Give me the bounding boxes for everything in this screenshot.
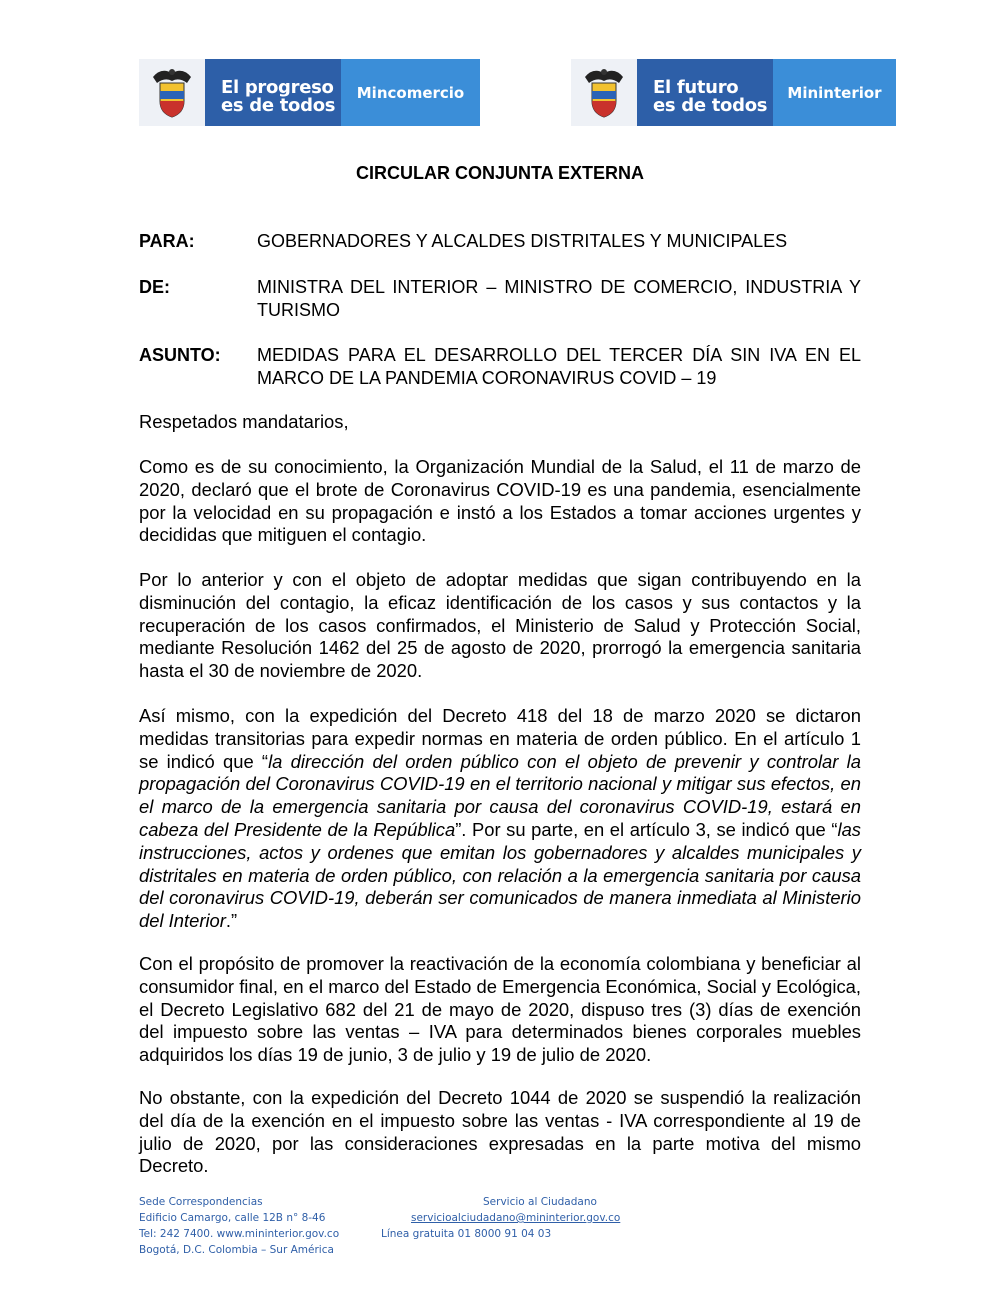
de-field xyxy=(139,276,861,322)
mincomercio-logo xyxy=(139,59,480,126)
footer-address: Edificio Camargo, calle 12B n° 8-46 xyxy=(139,1212,326,1224)
coat-of-arms-icon xyxy=(139,59,205,126)
asunto-label: ASUNTO: xyxy=(139,345,221,365)
para-field xyxy=(139,230,861,253)
logo-slogan: El futuro es de todos xyxy=(637,59,773,126)
footer xyxy=(139,1194,639,1258)
paragraph-3-quote-1: la dirección del orden público con el objeto de prevenir y controlar la propagación del Coronavirus COVID-19 en el territorio nacional y mitigar sus efectos, en el marco de la emergencia sanitaria por causa del coronavirus COVID-19, estará en cabeza del Presidente de la República xyxy=(139,750,861,840)
paragraph-3 xyxy=(139,705,861,933)
para-label: PARA: xyxy=(139,231,195,251)
paragraph-3-quote-2: las instrucciones, actos y ordenes que emitan los gobernadores y alcaldes municipales y distritales en materia de orden público, con relación a la emergencia sanitaria por causa del coronavirus COVID-19, deberán ser comunicados de manera inmediata al Ministerio del Interior xyxy=(139,818,861,932)
paragraph-3-text: Así mismo, con la expedición del Decreto 418 del 18 de marzo 2020 se dictaron medidas transitorias para expedir normas en materia de orden público. En el artículo 1 se indicó que “ xyxy=(139,705,861,772)
paragraph-1: Como es de su conocimiento, la Organización Mundial de la Salud, el 11 de marzo de 2020, declaró que el brote de Coronavirus COVID-19 es una pandemia, esencialmente por la velocidad en su propagación e instó a los Estados a tomar acciones urgentes y decididas que mitiguen el contagio. xyxy=(139,456,861,546)
document-title: CIRCULAR CONJUNTA EXTERNA xyxy=(356,163,644,183)
footer-linea: Línea gratuita 01 8000 91 04 03 xyxy=(381,1228,552,1240)
footer-city: Bogotá, D.C. Colombia – Sur América xyxy=(139,1244,334,1256)
coat-of-arms-icon xyxy=(571,59,637,126)
greeting: Respetados mandatarios, xyxy=(139,411,349,432)
mininterior-logo xyxy=(571,59,896,126)
footer-email-link[interactable]: servicioalciudadano@mininterior.gov.co xyxy=(411,1212,621,1224)
de-value: MINISTRA DEL INTERIOR – MINISTRO DE COMERCIO, INDUSTRIA Y TURISMO xyxy=(257,277,861,320)
paragraph-5: No obstante, con la expedición del Decreto 1044 de 2020 se suspendió la realización del día de la exención en el impuesto sobre las ventas - IVA correspondiente al 19 de julio de 2020, por las consideraciones expresadas en la parte motiva del mismo Decreto. xyxy=(139,1087,861,1177)
asunto-value: MEDIDAS PARA EL DESARROLLO DEL TERCER DÍA SIN IVA EN EL MARCO DE LA PANDEMIA CORONAVIRUS COVID – 19 xyxy=(257,345,861,388)
footer-servicio: Servicio al Ciudadano xyxy=(483,1196,597,1208)
footer-sede: Sede Correspondencias xyxy=(139,1196,263,1208)
para-value: GOBERNADORES Y ALCALDES DISTRITALES Y MUNICIPALES xyxy=(257,231,788,251)
paragraph-4: Con el propósito de promover la reactivación de la economía colombiana y beneficiar al consumidor final, en el marco del Estado de Emergencia Económica, Social y Ecológica, el Decreto Legislativo 682 del 21 de mayo de 2020, dispuso tres (3) días de exención del impuesto sobre las ventas – IVA para determinados bienes corporales muebles adquiridos los días 19 de junio, 3 de julio y 19 de julio de 2020. xyxy=(139,953,861,1066)
logo-ministry: Mininterior xyxy=(773,59,896,126)
paragraph-3-text: ”. Por su parte, en el artículo 3, se indicó que “ xyxy=(455,818,838,840)
de-label: DE: xyxy=(139,277,170,297)
asunto-field xyxy=(139,344,861,390)
logo-ministry: Mincomercio xyxy=(341,59,480,126)
paragraph-2: Por lo anterior y con el objeto de adoptar medidas que sigan contribuyendo en la disminución del contagio, la eficaz identificación de los casos y sus contactos y la recuperación de los casos confirmados, el Ministerio de Salud y Protección Social, mediante Resolución 1462 del 25 de agosto de 2020, prorrogó la emergencia sanitaria hasta el 30 de noviembre de 2020. xyxy=(139,569,861,682)
footer-phone-web: Tel: 242 7400. www.mininterior.gov.co xyxy=(139,1228,340,1240)
paragraph-3-text: .” xyxy=(225,910,238,932)
logo-slogan: El progreso es de todos xyxy=(205,59,341,126)
